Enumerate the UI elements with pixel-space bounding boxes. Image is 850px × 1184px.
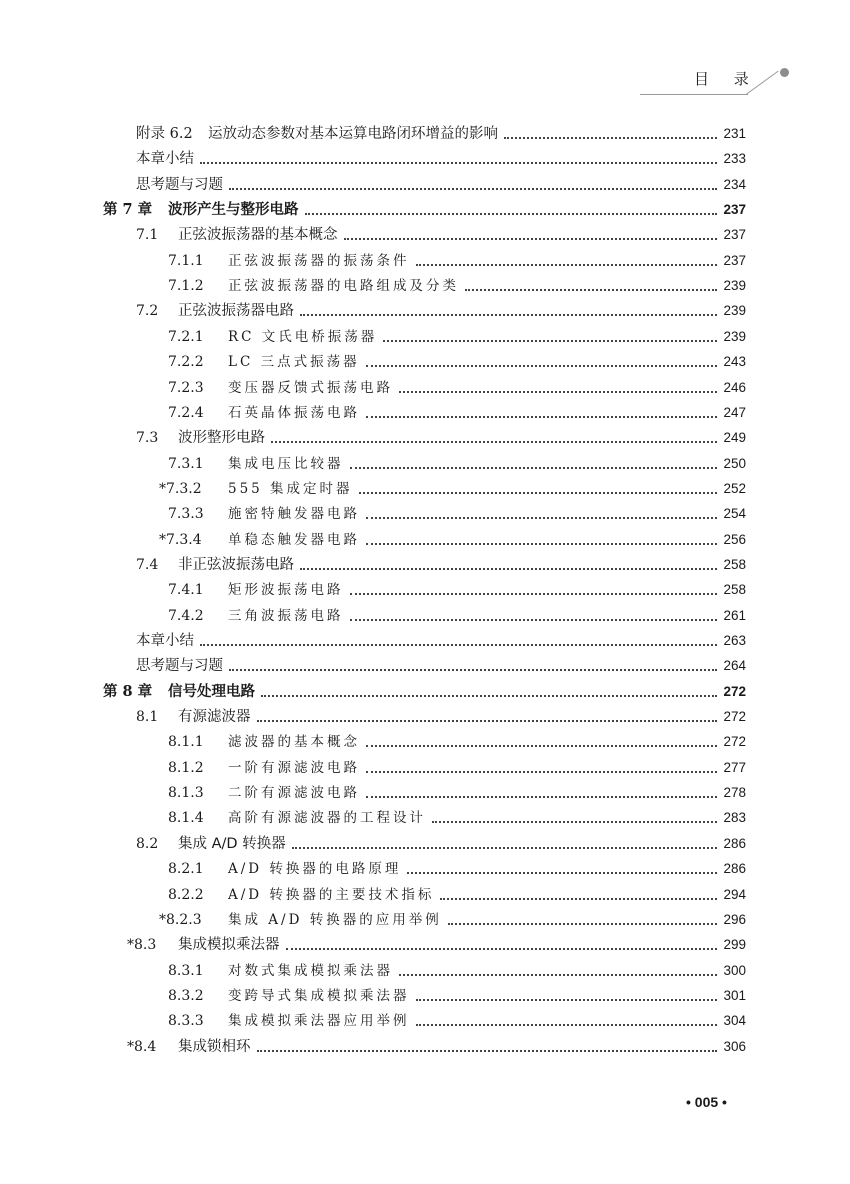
toc-entry[interactable] bbox=[159, 908, 746, 930]
toc-entry[interactable] bbox=[159, 477, 746, 499]
toc-entry[interactable] bbox=[168, 781, 746, 803]
toc-entry-title: 运放动态参数对基本运算电路闭环增益的影响 bbox=[208, 126, 498, 142]
toc-entry-number: 第 8 章 bbox=[103, 682, 153, 700]
toc-entry[interactable] bbox=[168, 857, 746, 879]
toc-entry-number: 8.3.2 bbox=[168, 987, 204, 1004]
toc-entry[interactable] bbox=[127, 933, 746, 955]
toc-entry-title: 波形产生与整形电路 bbox=[168, 202, 299, 219]
toc-entry-number: *8.2.3 bbox=[159, 911, 202, 928]
toc-entry-number: 附录 6.2 bbox=[136, 126, 193, 142]
toc-entry-title: 集成电压比较器 bbox=[228, 455, 344, 472]
toc-entry-number: 8.1.2 bbox=[168, 759, 204, 776]
toc-entry-title: 信号处理电路 bbox=[168, 683, 255, 700]
toc-entry-number: 7.4.1 bbox=[168, 582, 204, 599]
toc-entry-number: 7.2.1 bbox=[168, 328, 204, 345]
toc-entry-page: 296 bbox=[723, 911, 746, 927]
toc-entry-number: 8.2.2 bbox=[168, 886, 204, 903]
toc-entry-title: 矩形波振荡电路 bbox=[228, 582, 344, 599]
toc-entry[interactable] bbox=[168, 578, 746, 600]
toc-entry[interactable] bbox=[136, 299, 746, 321]
toc-entry[interactable] bbox=[168, 401, 746, 423]
dot-leader bbox=[350, 619, 718, 621]
dot-leader bbox=[407, 872, 717, 874]
dot-leader bbox=[366, 796, 717, 798]
dot-leader bbox=[229, 188, 717, 190]
toc-entry-title: 集成 A/D 转换器的应用举例 bbox=[228, 911, 442, 928]
dot-leader bbox=[350, 593, 718, 595]
toc-entry-page: 258 bbox=[723, 556, 746, 572]
dot-leader bbox=[366, 517, 717, 519]
toc-entry-number: *8.4 bbox=[127, 1038, 157, 1055]
toc-entry-page: 306 bbox=[723, 1038, 746, 1054]
toc-entry-page: 237 bbox=[723, 227, 746, 243]
toc-entry-number: 8.2.1 bbox=[168, 861, 204, 878]
toc-entry-page: 258 bbox=[723, 582, 746, 598]
toc-entry-title: RC 文氏电桥振荡器 bbox=[228, 328, 378, 345]
toc-entry-page: 304 bbox=[723, 1013, 746, 1029]
toc-entry-page: 231 bbox=[723, 126, 746, 141]
toc-entry[interactable] bbox=[168, 730, 746, 752]
toc-entry-title: 集成模拟乘法器 bbox=[178, 937, 280, 954]
toc-entry-title: 三角波振荡电路 bbox=[228, 607, 344, 624]
toc-entry[interactable] bbox=[136, 147, 746, 169]
page-number: • 005 • bbox=[686, 1094, 727, 1110]
toc-entry-title: 单稳态触发器电路 bbox=[228, 531, 360, 548]
toc-entry-number: 8.1 bbox=[136, 709, 159, 726]
toc-entry[interactable] bbox=[168, 350, 746, 372]
toc-entry-page: 272 bbox=[723, 709, 746, 725]
toc-entry-title: 变压器反馈式振荡电路 bbox=[228, 379, 393, 396]
toc-entry-title: 对数式集成模拟乘法器 bbox=[228, 962, 393, 979]
toc-entry-page: 247 bbox=[723, 404, 746, 420]
toc-entry-number: 7.1 bbox=[136, 227, 159, 244]
header-dot-ornament bbox=[780, 68, 789, 77]
toc-entry[interactable] bbox=[168, 249, 746, 271]
toc-entry-number: 7.1.1 bbox=[168, 252, 204, 269]
toc-entry-page: 300 bbox=[723, 962, 746, 978]
toc-entry[interactable] bbox=[168, 1009, 746, 1031]
toc-entry-number: 8.3.1 bbox=[168, 962, 204, 979]
toc-entry-number: 7.4.2 bbox=[168, 607, 204, 624]
toc-entry-title: 本章小结 bbox=[136, 151, 194, 168]
toc-entry-title: 高阶有源滤波器的工程设计 bbox=[228, 810, 426, 827]
toc-entry[interactable] bbox=[168, 325, 746, 347]
dot-leader bbox=[366, 416, 717, 418]
toc-entry-title: 一阶有源滤波电路 bbox=[228, 759, 360, 776]
toc-entry-number: 7.3.1 bbox=[168, 455, 204, 472]
toc-entry-number: 8.1.1 bbox=[168, 734, 204, 751]
dot-leader bbox=[200, 162, 717, 164]
toc-entry-page: 286 bbox=[723, 861, 746, 877]
toc-entry-page: 272 bbox=[723, 734, 746, 750]
toc-entry-number: 7.3 bbox=[136, 430, 159, 447]
dot-leader bbox=[200, 644, 717, 646]
toc-entry-page: 237 bbox=[723, 252, 746, 268]
dot-leader bbox=[261, 695, 717, 697]
toc-entry-page: 272 bbox=[723, 683, 746, 699]
toc-entry-title: 思考题与习题 bbox=[136, 658, 223, 675]
dot-leader bbox=[366, 745, 717, 747]
toc-entry-title: 集成锁相环 bbox=[178, 1038, 251, 1055]
toc-entry[interactable] bbox=[127, 1035, 746, 1057]
toc-entry-page: 234 bbox=[723, 176, 746, 192]
toc-entry-page: 237 bbox=[723, 202, 746, 218]
dot-leader bbox=[300, 314, 717, 316]
dot-leader bbox=[416, 1024, 718, 1026]
toc-entry-page: 250 bbox=[723, 455, 746, 471]
toc-entry-title: 正弦波振荡器的基本概念 bbox=[178, 227, 338, 244]
dot-leader bbox=[366, 365, 718, 367]
toc-entry-title: 集成模拟乘法器应用举例 bbox=[228, 1013, 410, 1030]
toc-entry-page: 246 bbox=[723, 379, 746, 395]
toc-entry-title: 非正弦波振荡电路 bbox=[178, 556, 294, 573]
toc-entry-number: *7.3.2 bbox=[159, 480, 202, 497]
toc-entry[interactable] bbox=[136, 223, 746, 245]
toc-entry-page: 278 bbox=[723, 785, 746, 801]
toc-entry-number: *8.3 bbox=[127, 937, 157, 954]
toc-entry-title: A/D 转换器的主要技术指标 bbox=[228, 886, 435, 903]
dot-leader bbox=[504, 137, 717, 139]
toc-entry[interactable] bbox=[168, 604, 746, 626]
dot-leader bbox=[399, 974, 717, 976]
dot-leader bbox=[350, 467, 718, 469]
toc-entry-title: 波形整形电路 bbox=[178, 430, 265, 447]
header-title: 目 录 bbox=[694, 70, 759, 88]
toc-entry-page: 263 bbox=[723, 633, 746, 648]
toc-entry-number: 7.4 bbox=[136, 556, 159, 573]
toc-entry-page: 233 bbox=[723, 151, 746, 167]
toc-entry-number: 8.3.3 bbox=[168, 1013, 204, 1030]
dot-leader bbox=[292, 847, 718, 849]
toc-entry[interactable] bbox=[136, 654, 746, 676]
toc-entry[interactable] bbox=[168, 376, 746, 398]
toc-entry-page: 252 bbox=[723, 480, 746, 496]
dot-leader bbox=[286, 948, 718, 950]
header-rule bbox=[640, 94, 748, 95]
toc-entry-page: 299 bbox=[723, 937, 746, 953]
toc-entry-page: 261 bbox=[723, 607, 746, 623]
toc-entry-title: 石英晶体振荡电路 bbox=[228, 404, 360, 421]
toc-entry[interactable] bbox=[136, 832, 746, 854]
dot-leader bbox=[257, 720, 718, 722]
toc-entry-number: *7.3.4 bbox=[159, 531, 202, 548]
toc-entry-number: 7.2.2 bbox=[168, 354, 204, 371]
toc-entry-page: 286 bbox=[723, 835, 746, 851]
toc-entry-number: 7.2 bbox=[136, 303, 159, 320]
toc-entry-title: 555 集成定时器 bbox=[228, 480, 353, 497]
toc-entry-number: 第 7 章 bbox=[103, 201, 153, 219]
toc-entry[interactable] bbox=[159, 528, 746, 550]
toc-entry-title: 有源滤波器 bbox=[178, 709, 251, 726]
toc-entry-page: 294 bbox=[723, 886, 746, 902]
toc-entry-number: 7.2.4 bbox=[168, 404, 204, 421]
toc-entry-page: 283 bbox=[723, 810, 746, 826]
toc-entry-page: 256 bbox=[723, 531, 746, 547]
toc-entry[interactable] bbox=[136, 705, 746, 727]
toc-entry-number: 8.1.4 bbox=[168, 810, 204, 827]
toc-entry-title: 施密特触发器电路 bbox=[228, 506, 360, 523]
dot-leader bbox=[271, 441, 717, 443]
toc-entry[interactable] bbox=[168, 502, 746, 524]
dot-leader bbox=[399, 391, 717, 393]
dot-leader bbox=[440, 898, 717, 900]
toc-entry-title: 集成 A/D 转换器 bbox=[178, 835, 286, 852]
toc-entry-page: 254 bbox=[723, 506, 746, 522]
toc-entry[interactable] bbox=[136, 629, 746, 651]
dot-leader bbox=[383, 340, 717, 342]
toc-entry[interactable] bbox=[168, 452, 746, 474]
dot-leader bbox=[432, 821, 717, 823]
toc-entry-title: 滤波器的基本概念 bbox=[228, 734, 360, 751]
toc-entry-number: 7.1.2 bbox=[168, 278, 204, 295]
toc-entry-page: 243 bbox=[723, 354, 746, 370]
toc-entry-title: 正弦波振荡器电路 bbox=[178, 303, 294, 320]
dot-leader bbox=[366, 543, 717, 545]
toc-entry-title: LC 三点式振荡器 bbox=[228, 354, 360, 371]
toc-entry[interactable] bbox=[168, 984, 746, 1006]
toc-entry[interactable] bbox=[168, 883, 746, 905]
toc-entry-number: 8.2 bbox=[136, 835, 159, 852]
toc-entry-number: 7.2.3 bbox=[168, 379, 204, 396]
toc-entry[interactable] bbox=[168, 756, 746, 778]
toc-entry-number: 8.1.3 bbox=[168, 785, 204, 802]
toc-entry[interactable] bbox=[168, 806, 746, 828]
dot-leader bbox=[229, 669, 717, 671]
toc-entry[interactable] bbox=[136, 553, 746, 575]
toc-entry-page: 239 bbox=[723, 303, 746, 319]
toc-entry-page: 301 bbox=[723, 987, 746, 1003]
dot-leader bbox=[448, 923, 718, 925]
toc-entry-title: 正弦波振荡器的振荡条件 bbox=[228, 252, 410, 269]
toc-entry-page: 249 bbox=[723, 430, 746, 446]
toc-entry[interactable] bbox=[168, 959, 746, 981]
dot-leader bbox=[300, 568, 717, 570]
dot-leader bbox=[257, 1050, 718, 1052]
toc-entry-page: 264 bbox=[723, 658, 746, 674]
dot-leader bbox=[416, 264, 718, 266]
running-header bbox=[640, 66, 800, 96]
dot-leader bbox=[305, 213, 718, 215]
toc-entry-title: 本章小结 bbox=[136, 633, 194, 649]
toc-entry[interactable] bbox=[136, 173, 746, 195]
toc-entry[interactable] bbox=[103, 680, 746, 702]
dot-leader bbox=[465, 289, 717, 291]
toc-entry[interactable] bbox=[136, 122, 746, 144]
toc-entry[interactable] bbox=[136, 426, 746, 448]
toc-entry-title: A/D 转换器的电路原理 bbox=[228, 861, 402, 878]
toc-entry-page: 277 bbox=[723, 759, 746, 775]
dot-leader bbox=[359, 492, 718, 494]
dot-leader bbox=[366, 771, 717, 773]
dot-leader bbox=[344, 238, 718, 240]
toc-entry-title: 思考题与习题 bbox=[136, 176, 223, 193]
dot-leader bbox=[416, 999, 718, 1001]
toc-entry-title: 二阶有源滤波电路 bbox=[228, 785, 360, 802]
toc-entry-page: 239 bbox=[723, 278, 746, 294]
toc-entry[interactable] bbox=[168, 274, 746, 296]
toc-entry-number: 7.3.3 bbox=[168, 506, 204, 523]
toc-entry[interactable] bbox=[103, 198, 746, 220]
toc-entry-title: 变跨导式集成模拟乘法器 bbox=[228, 987, 410, 1004]
toc-entry-page: 239 bbox=[723, 328, 746, 344]
toc-entry-title: 正弦波振荡器的电路组成及分类 bbox=[228, 278, 459, 295]
